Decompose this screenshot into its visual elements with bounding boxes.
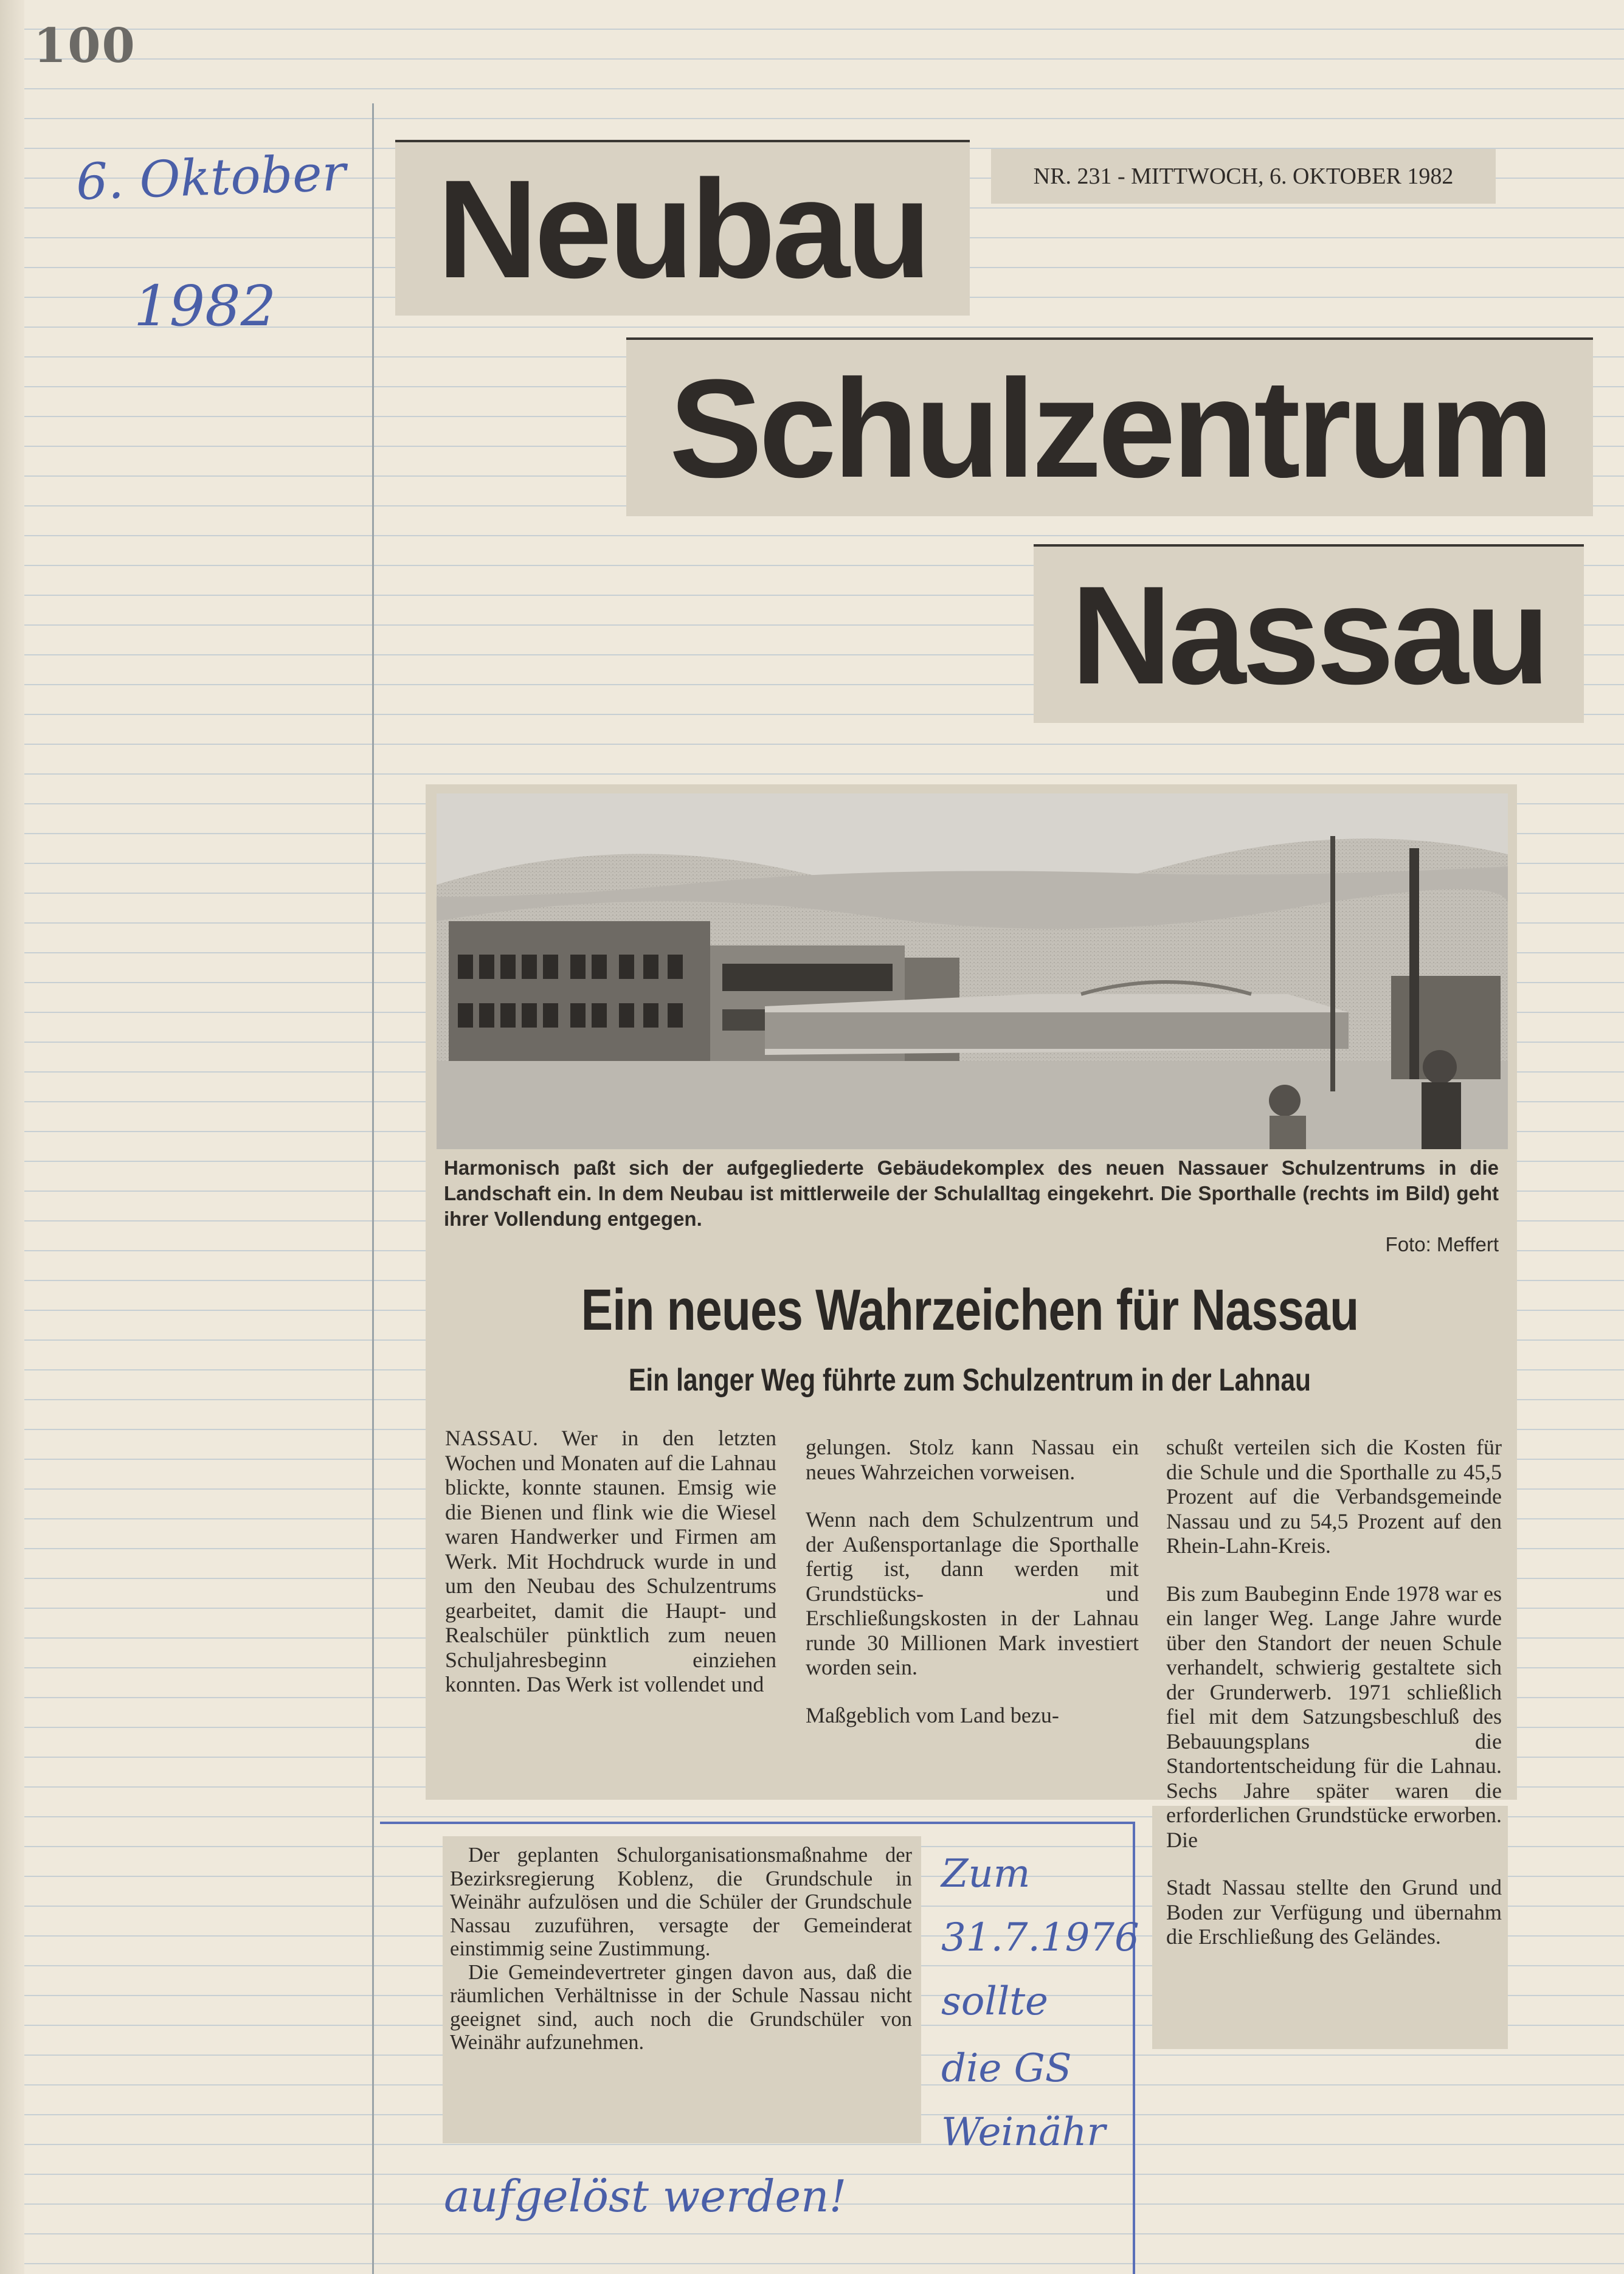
small-clipping-paragraph-2: Die Gemeindevertreter gingen davon aus, daß die räumlichen Verhältnisse in der Schule Nassau nicht geeignet sind, auch noch die Grundschüler von Weinähr aufzunehmen. — [450, 1960, 912, 2054]
article-column-1 — [445, 1426, 776, 1720]
article-title: Ein neues Wahrzeichen für Nassau — [581, 1277, 1359, 1343]
col2-paragraph-1: gelungen. Stolz kann Nassau ein neues Wahrzeichen vorweisen. — [806, 1435, 1139, 1484]
caption-text: Harmonisch paßt sich der aufgegliederte Gebäudekomplex des neuen Nassauer Schulzentrums in die Landschaft ein. In dem Neubau ist mittlerweile der Schulalltag eingekehrt. Die Sporthalle (rechts im Bild) geht ihrer Vollendung entgegen. — [444, 1156, 1499, 1230]
handwritten-note-line-1: Zum — [941, 1851, 1031, 1896]
col3-paragraph-1: schußt verteilen sich die Kosten für die Schule und die Sporthalle zu 45,5 Prozent auf die Verbandsgemeinde Nassau und zu 54,5 Prozent auf den Rhein-Lahn-Kreis. — [1166, 1435, 1502, 1558]
article-column-2 — [806, 1435, 1139, 1750]
headline-neubau: Neubau — [395, 140, 970, 316]
handwritten-note-line-3: sollte — [941, 1979, 1048, 2024]
handwritten-note-line-5: Weinähr — [941, 2110, 1106, 2155]
photo-caption — [444, 1155, 1499, 1257]
notebook-spine — [0, 0, 24, 2274]
handwritten-year: 1982 — [134, 274, 277, 339]
handwritten-note-line-4: die GS — [941, 2046, 1072, 2091]
article-column-3 — [1166, 1435, 1502, 1972]
handwritten-date: 6. Oktober — [75, 144, 347, 212]
col2-paragraph-3: Maßgeblich vom Land bezu- — [806, 1702, 1059, 1727]
page-number: 100 — [33, 18, 136, 74]
headline-nassau: Nassau — [1034, 544, 1584, 723]
newspaper-dateline: NR. 231 - MITTWOCH, 6. OKTOBER 1982 — [991, 149, 1496, 204]
margin-line — [372, 103, 374, 2274]
article-subtitle: Ein langer Weg führte zum Schulzentrum in der Lahnau — [628, 1363, 1311, 1398]
col1-text: NASSAU. Wer in den letzten Wochen und Monaten auf die Lahnau blickte, konnte staunen. Emsig wie die Bienen und flink wie die Wiesel waren Handwerker und Firmen am Werk. Mit Hochdruck wurde in und um den Neubau des Schulzentrums gearbeitet, damit die Haupt- und Realschüler pünktlich zum neuen Schuljahresbeginn einziehen konnten. Das Werk ist vollendet und — [445, 1426, 776, 1696]
school-photo — [437, 793, 1508, 1149]
headline-schulzentrum: Schulzentrum — [626, 337, 1593, 516]
handwritten-note-bottom: aufgelöst werden! — [444, 2171, 847, 2222]
col3-paragraph-2: Bis zum Baubeginn Ende 1978 war es ein langer Weg. Lange Jahre wurde über den Standort der neuen Schule verhandelt, schwierig gestaltete sich der Grunderwerb. 1971 schließlich fiel mit dem Satzungsbeschluß des Bebauungsplans die Standortentscheidung für die Lahnau. Sechs Jahre später waren die erforderlichen Grundstücke erworben. Die — [1166, 1581, 1502, 1852]
school-photo-illustration — [437, 793, 1508, 1149]
col2-paragraph-2: Wenn nach dem Schulzentrum und der Außensportanlage die Sporthalle fertig ist, dann werden mit Grundstücks- und Erschließungskosten in der Lahnau runde 30 Millionen Mark investiert worden sein. — [806, 1507, 1139, 1679]
photo-credit: Foto: Meffert — [1385, 1233, 1499, 1256]
col3-paragraph-3: Stadt Nassau stellte den Grund und Boden zur Verfügung und übernahm die Erschließung des Geländes. — [1166, 1875, 1502, 1949]
small-clipping-paragraph-1: Der geplanten Schulorganisationsmaßnahme der Bezirksregierung Koblenz, die Grundschule in Weinähr aufzulösen und die Schüler der Grundschule Nassau zuzuführen, versagte der Gemeinderat einstimmig seine Zustimmung. — [450, 1844, 912, 1960]
small-clipping-text — [450, 1844, 912, 2055]
handwritten-note-line-2: 31.7.1976 — [941, 1915, 1139, 1960]
